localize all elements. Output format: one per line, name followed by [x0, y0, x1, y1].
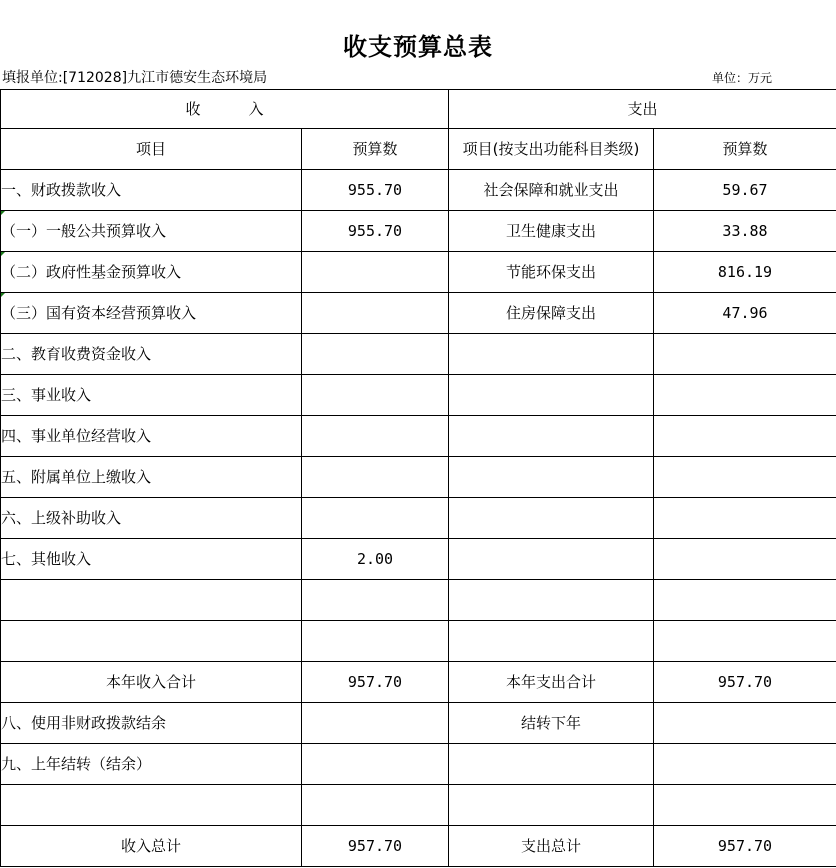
- table-row: [1, 375, 836, 416]
- expense-total-value: 957.70: [654, 826, 836, 867]
- income-item-cell: 八、使用非财政拨款结余: [1, 703, 302, 744]
- income-item-cell: （一）一般公共预算收入: [1, 211, 302, 252]
- expense-value-cell: [654, 744, 836, 785]
- cell-comment-marker: [1, 293, 5, 297]
- income-value-cell: [302, 457, 449, 498]
- income-item-cell: 三、事业收入: [1, 375, 302, 416]
- income-item-cell: 六、上级补助收入: [1, 498, 302, 539]
- expense-item-cell: 住房保障支出: [449, 293, 654, 334]
- expense-item-cell: [449, 580, 654, 621]
- col-header-income-item: 项目: [1, 129, 302, 170]
- income-item-cell: [1, 785, 302, 826]
- income-value-cell: 955.70: [302, 170, 449, 211]
- expense-value-cell: [654, 580, 836, 621]
- expense-item-cell: [449, 785, 654, 826]
- income-item-cell: 四、事业单位经营收入: [1, 416, 302, 457]
- table-row: [1, 498, 836, 539]
- cell-comment-marker: [1, 252, 5, 256]
- income-item-cell: [1, 580, 302, 621]
- expense-item-cell: [449, 375, 654, 416]
- expense-value-cell: [654, 334, 836, 375]
- reporting-unit-label: 填报单位:[712028]九江市德安生态环境局: [2, 70, 268, 86]
- table-row: [1, 539, 836, 580]
- col-header-expense-budget: 预算数: [654, 129, 836, 170]
- income-total-value: 957.70: [302, 826, 449, 867]
- grand-total-row: [1, 826, 836, 867]
- income-header-part2: 入: [248, 100, 264, 118]
- expense-item-cell: [449, 498, 654, 539]
- table-row: [1, 744, 836, 785]
- subtotal-row: [1, 662, 836, 703]
- income-item-cell: 七、其他收入: [1, 539, 302, 580]
- cell-comment-marker: [1, 211, 5, 215]
- income-value-cell: [302, 375, 449, 416]
- expense-item-cell: [449, 334, 654, 375]
- expense-item-cell: [449, 744, 654, 785]
- income-value-cell: [302, 785, 449, 826]
- table-row: [1, 580, 836, 621]
- expense-value-cell: [654, 416, 836, 457]
- expense-value-cell: [654, 621, 836, 662]
- expense-total-label: 支出总计: [449, 826, 654, 867]
- income-value-cell: 2.00: [302, 539, 449, 580]
- expense-section-header: 支出: [449, 90, 836, 129]
- income-value-cell: [302, 703, 449, 744]
- income-item-cell: 五、附属单位上缴收入: [1, 457, 302, 498]
- expense-value-cell: [654, 375, 836, 416]
- expense-value-cell: [654, 457, 836, 498]
- income-value-cell: [302, 744, 449, 785]
- col-header-income-budget: 预算数: [302, 129, 449, 170]
- table-row: [1, 457, 836, 498]
- table-row: [1, 703, 836, 744]
- income-item-cell: （二）政府性基金预算收入: [1, 252, 302, 293]
- income-item-cell: [1, 621, 302, 662]
- income-value-cell: [302, 334, 449, 375]
- income-item-cell: 二、教育收费资金收入: [1, 334, 302, 375]
- expense-item-cell: [449, 539, 654, 580]
- page-title: 收支预算总表: [343, 32, 493, 61]
- expense-item-cell: 结转下年: [449, 703, 654, 744]
- column-header-row: [1, 129, 836, 170]
- expense-value-cell: [654, 703, 836, 744]
- budget-summary-table: [0, 89, 836, 867]
- expense-subtotal-value: 957.70: [654, 662, 836, 703]
- expense-value-cell: 59.67: [654, 170, 836, 211]
- expense-item-cell: 社会保障和就业支出: [449, 170, 654, 211]
- expense-value-cell: [654, 539, 836, 580]
- table-row: [1, 211, 836, 252]
- table-row: [1, 334, 836, 375]
- income-value-cell: [302, 498, 449, 539]
- report-meta-row: [0, 68, 836, 88]
- income-item-cell: 九、上年结转（结余）: [1, 744, 302, 785]
- expense-item-cell: 卫生健康支出: [449, 211, 654, 252]
- expense-item-cell: [449, 457, 654, 498]
- income-value-cell: 955.70: [302, 211, 449, 252]
- expense-value-cell: 33.88: [654, 211, 836, 252]
- table-row: [1, 785, 836, 826]
- expense-value-cell: [654, 498, 836, 539]
- col-header-expense-item: 项目(按支出功能科目类级): [449, 129, 654, 170]
- income-item-cell: （三）国有资本经营预算收入: [1, 293, 302, 334]
- expense-item-cell: 节能环保支出: [449, 252, 654, 293]
- expense-item-cell: [449, 416, 654, 457]
- income-value-cell: [302, 252, 449, 293]
- expense-value-cell: [654, 785, 836, 826]
- income-value-cell: [302, 416, 449, 457]
- table-row: [1, 416, 836, 457]
- currency-unit-label: 单位：万元: [712, 71, 773, 85]
- table-row: [1, 252, 836, 293]
- table-row: [1, 170, 836, 211]
- income-value-cell: [302, 293, 449, 334]
- expense-subtotal-label: 本年支出合计: [449, 662, 654, 703]
- income-subtotal-value: 957.70: [302, 662, 449, 703]
- table-section-header: [1, 90, 836, 129]
- table-row: [1, 621, 836, 662]
- table-row: [1, 293, 836, 334]
- expense-value-cell: 816.19: [654, 252, 836, 293]
- income-section-header: [1, 90, 449, 129]
- income-subtotal-label: 本年收入合计: [1, 662, 302, 703]
- income-value-cell: [302, 621, 449, 662]
- expense-value-cell: 47.96: [654, 293, 836, 334]
- income-total-label: 收入总计: [1, 826, 302, 867]
- income-item-cell: 一、财政拨款收入: [1, 170, 302, 211]
- expense-item-cell: [449, 621, 654, 662]
- income-value-cell: [302, 580, 449, 621]
- income-header-part1: 收: [185, 100, 201, 118]
